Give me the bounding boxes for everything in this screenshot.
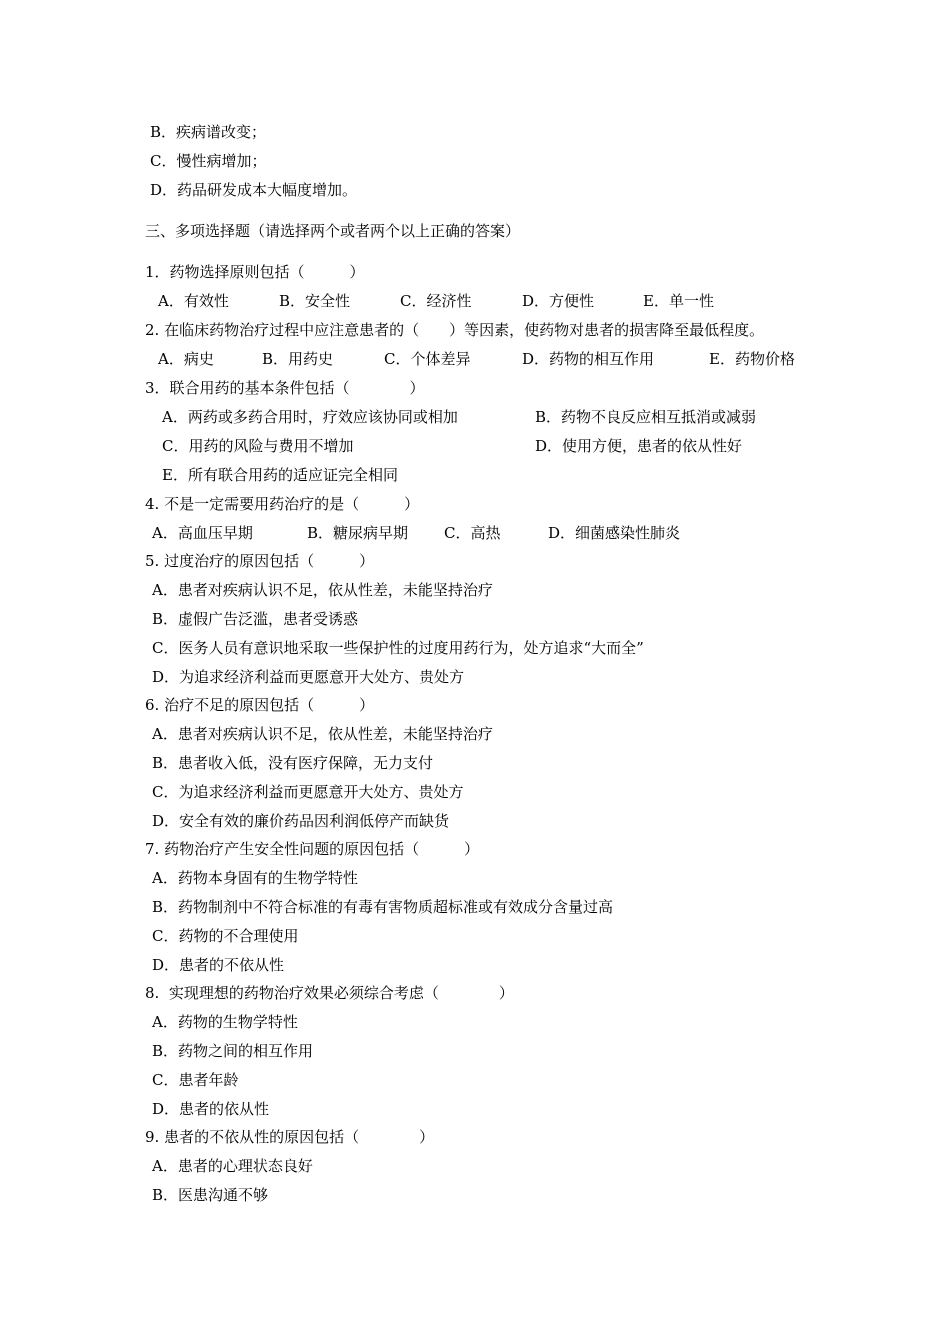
q4-option-c: C．高热 [444, 524, 501, 542]
q7-option-c: C．药物的不合理使用 [152, 927, 299, 945]
q3-option-e: E．所有联合用药的适应证完全相同 [162, 466, 398, 484]
q2-option-d: D．药物的相互作用 [522, 350, 655, 368]
question-5-stem: 5. 过度治疗的原因包括（ ） [145, 552, 375, 570]
q9-option-b: B．医患沟通不够 [152, 1186, 269, 1204]
q6-option-d: D．安全有效的廉价药品因利润低停产而缺货 [152, 812, 450, 830]
q7-option-a: A．药物本身固有的生物学特性 [152, 869, 358, 887]
option-c: C．慢性病增加； [150, 152, 267, 170]
question-1-stem: 1．药物选择原则包括（ ） [145, 263, 365, 281]
q5-option-b: B．虚假广告泛滥，患者受诱惑 [152, 610, 359, 628]
q3-option-d: D．使用方便，患者的依从性好 [535, 437, 743, 455]
question-7-stem: 7. 药物治疗产生安全性问题的原因包括（ ） [145, 840, 480, 858]
question-9-stem: 9. 患者的不依从性的原因包括（ ） [145, 1128, 435, 1146]
q3-option-b: B．药物不良反应相互抵消或减弱 [535, 408, 757, 426]
q7-option-d: D．患者的不依从性 [152, 956, 285, 974]
q5-option-c: C．医务人员有意识地采取一些保护性的过度用药行为，处方追求“大而全” [152, 639, 644, 657]
q3-option-a: A．两药或多药合用时，疗效应该协同或相加 [162, 408, 458, 426]
option-d: D．药品研发成本大幅度增加。 [150, 181, 358, 199]
q2-option-c: C．个体差异 [384, 350, 471, 368]
q1-option-e: E．单一性 [643, 292, 714, 310]
q4-option-a: A．高血压早期 [152, 524, 253, 542]
q5-option-d: D．为追求经济利益而更愿意开大处方、贵处方 [152, 668, 465, 686]
q2-option-a: A．病史 [158, 350, 214, 368]
question-8-stem: 8. 实现理想的药物治疗效果必须综合考虑（ ） [145, 984, 514, 1002]
option-b: B．疾病谱改变； [150, 123, 267, 141]
q4-option-d: D．细菌感染性肺炎 [548, 524, 681, 542]
question-2-stem: 2. 在临床药物治疗过程中应注意患者的（ ）等因素，使药物对患者的损害降至最低程度。 [145, 321, 765, 339]
q8-option-b: B．药物之间的相互作用 [152, 1042, 314, 1060]
q4-option-b: B．糖尿病早期 [307, 524, 409, 542]
q9-option-a: A．患者的心理状态良好 [152, 1157, 313, 1175]
question-3-stem: 3．联合用药的基本条件包括（ ） [145, 379, 425, 397]
q1-option-c: C．经济性 [400, 292, 472, 310]
q5-option-a: A．患者对疾病认识不足，依从性差，未能坚持治疗 [152, 581, 493, 599]
q2-option-e: E．药物价格 [709, 350, 795, 368]
q8-option-d: D．患者的依从性 [152, 1100, 270, 1118]
q8-option-c: C．患者年龄 [152, 1071, 239, 1089]
q1-option-a: A．有效性 [158, 292, 229, 310]
question-6-stem: 6. 治疗不足的原因包括（ ） [145, 696, 375, 714]
q6-option-b: B．患者收入低，没有医疗保障，无力支付 [152, 754, 434, 772]
q1-option-d: D．方便性 [522, 292, 595, 310]
q2-option-b: B．用药史 [262, 350, 334, 368]
q7-option-b: B．药物制剂中不符合标准的有毒有害物质超标准或有效成分含量过高 [152, 898, 614, 916]
q1-option-b: B．安全性 [279, 292, 351, 310]
section-title: 三、多项选择题（请选择两个或者两个以上正确的答案） [145, 222, 521, 240]
q6-option-a: A．患者对疾病认识不足，依从性差，未能坚持治疗 [152, 725, 493, 743]
q8-option-a: A．药物的生物学特性 [152, 1013, 298, 1031]
q6-option-c: C．为追求经济利益而更愿意开大处方、贵处方 [152, 783, 464, 801]
q3-option-c: C．用药的风险与费用不增加 [162, 437, 354, 455]
question-4-stem: 4. 不是一定需要用药治疗的是（ ） [145, 495, 420, 513]
